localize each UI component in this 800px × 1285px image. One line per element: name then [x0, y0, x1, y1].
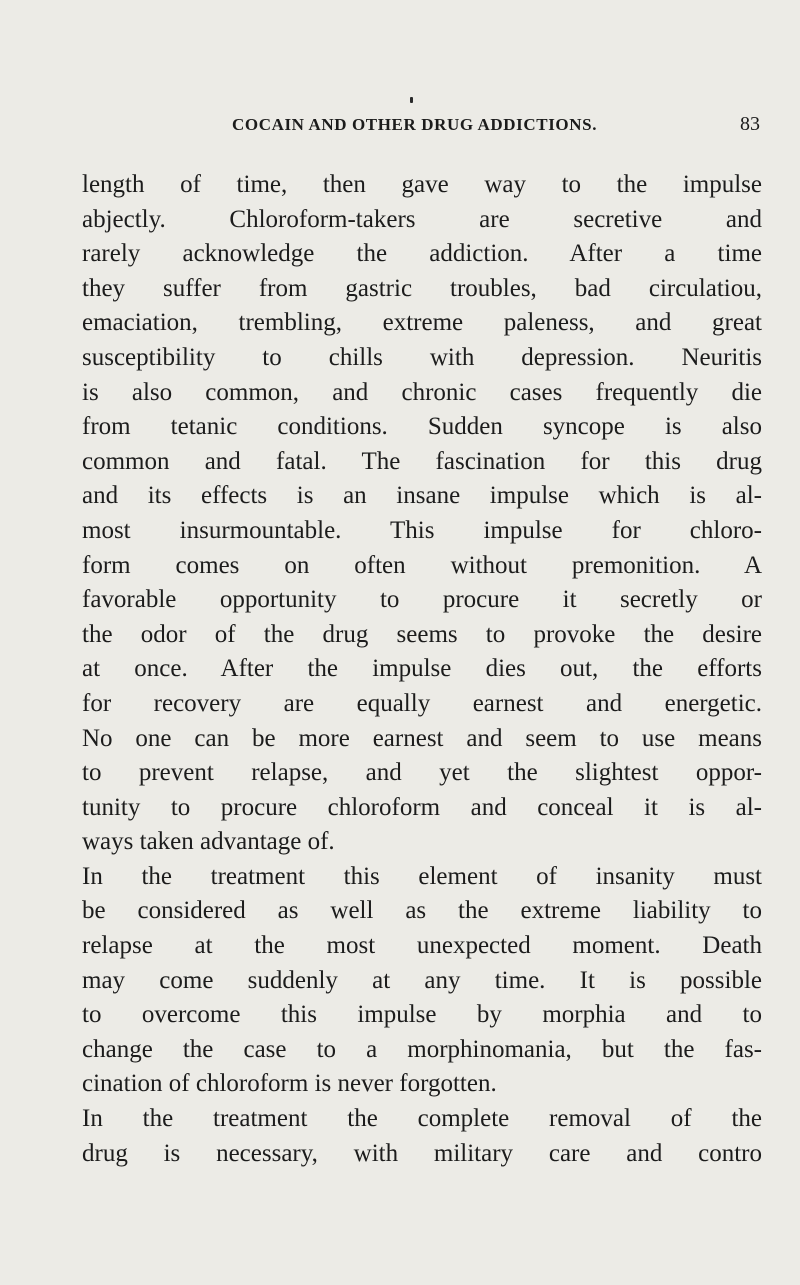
text-line: from tetanic conditions. Sudden syncope is also — [82, 413, 762, 441]
text-line: tunity to procure chloroform and conceal it is al- — [82, 793, 762, 821]
text-line: favorable opportunity to procure it secretly or — [82, 586, 762, 614]
body-text — [82, 168, 762, 1171]
text-line: susceptibility to chills with depression. Neuritis — [82, 343, 762, 371]
text-line: emaciation, trembling, extreme paleness, and great — [82, 309, 762, 337]
text-line: form comes on often without premonition. A — [82, 551, 762, 579]
text-line: to prevent relapse, and yet the slightest oppor- — [82, 759, 762, 787]
page-number: 83 — [740, 113, 760, 135]
print-mark — [410, 97, 413, 103]
text-line: No one can be more earnest and seem to use means — [82, 724, 762, 752]
text-line: the odor of the drug seems to provoke the desire — [82, 620, 762, 648]
text-line: length of time, then gave way to the impulse — [82, 171, 762, 198]
text-line: cination of chloroform is never forgotten. — [82, 1070, 497, 1098]
text-line: they suffer from gastric troubles, bad circulatiou, — [82, 274, 762, 302]
running-head — [232, 115, 760, 137]
text-line: change the case to a morphinomania, but the fas- — [82, 1035, 762, 1063]
text-line: most insurmountable. This impulse for chloro- — [82, 516, 762, 544]
text-line: ways taken advantage of. — [82, 828, 335, 856]
text-line: In the treatment the complete removal of the — [82, 1105, 762, 1133]
text-line: drug is necessary, with military care and contro — [82, 1139, 762, 1167]
text-line: may come suddenly at any time. It is possible — [82, 966, 762, 994]
text-line: for recovery are equally earnest and energetic. — [82, 689, 762, 717]
text-line: is also common, and chronic cases frequently die — [82, 378, 762, 406]
text-line: at once. After the impulse dies out, the efforts — [82, 655, 762, 683]
text-line: abjectly. Chloroform-takers are secretive and — [82, 205, 762, 233]
text-line: be considered as well as the extreme liability to — [82, 897, 762, 925]
text-line: and its effects is an insane impulse which is al- — [82, 482, 762, 510]
text-line: to overcome this impulse by morphia and to — [82, 1001, 762, 1029]
text-line: relapse at the most unexpected moment. Death — [82, 932, 762, 960]
text-line: common and fatal. The fascination for this drug — [82, 447, 762, 475]
text-line: rarely acknowledge the addiction. After a time — [82, 240, 762, 268]
running-head-title: COCAIN AND OTHER DRUG ADDICTIONS. — [232, 115, 598, 134]
text-line: In the treatment this element of insanity must — [82, 862, 762, 890]
